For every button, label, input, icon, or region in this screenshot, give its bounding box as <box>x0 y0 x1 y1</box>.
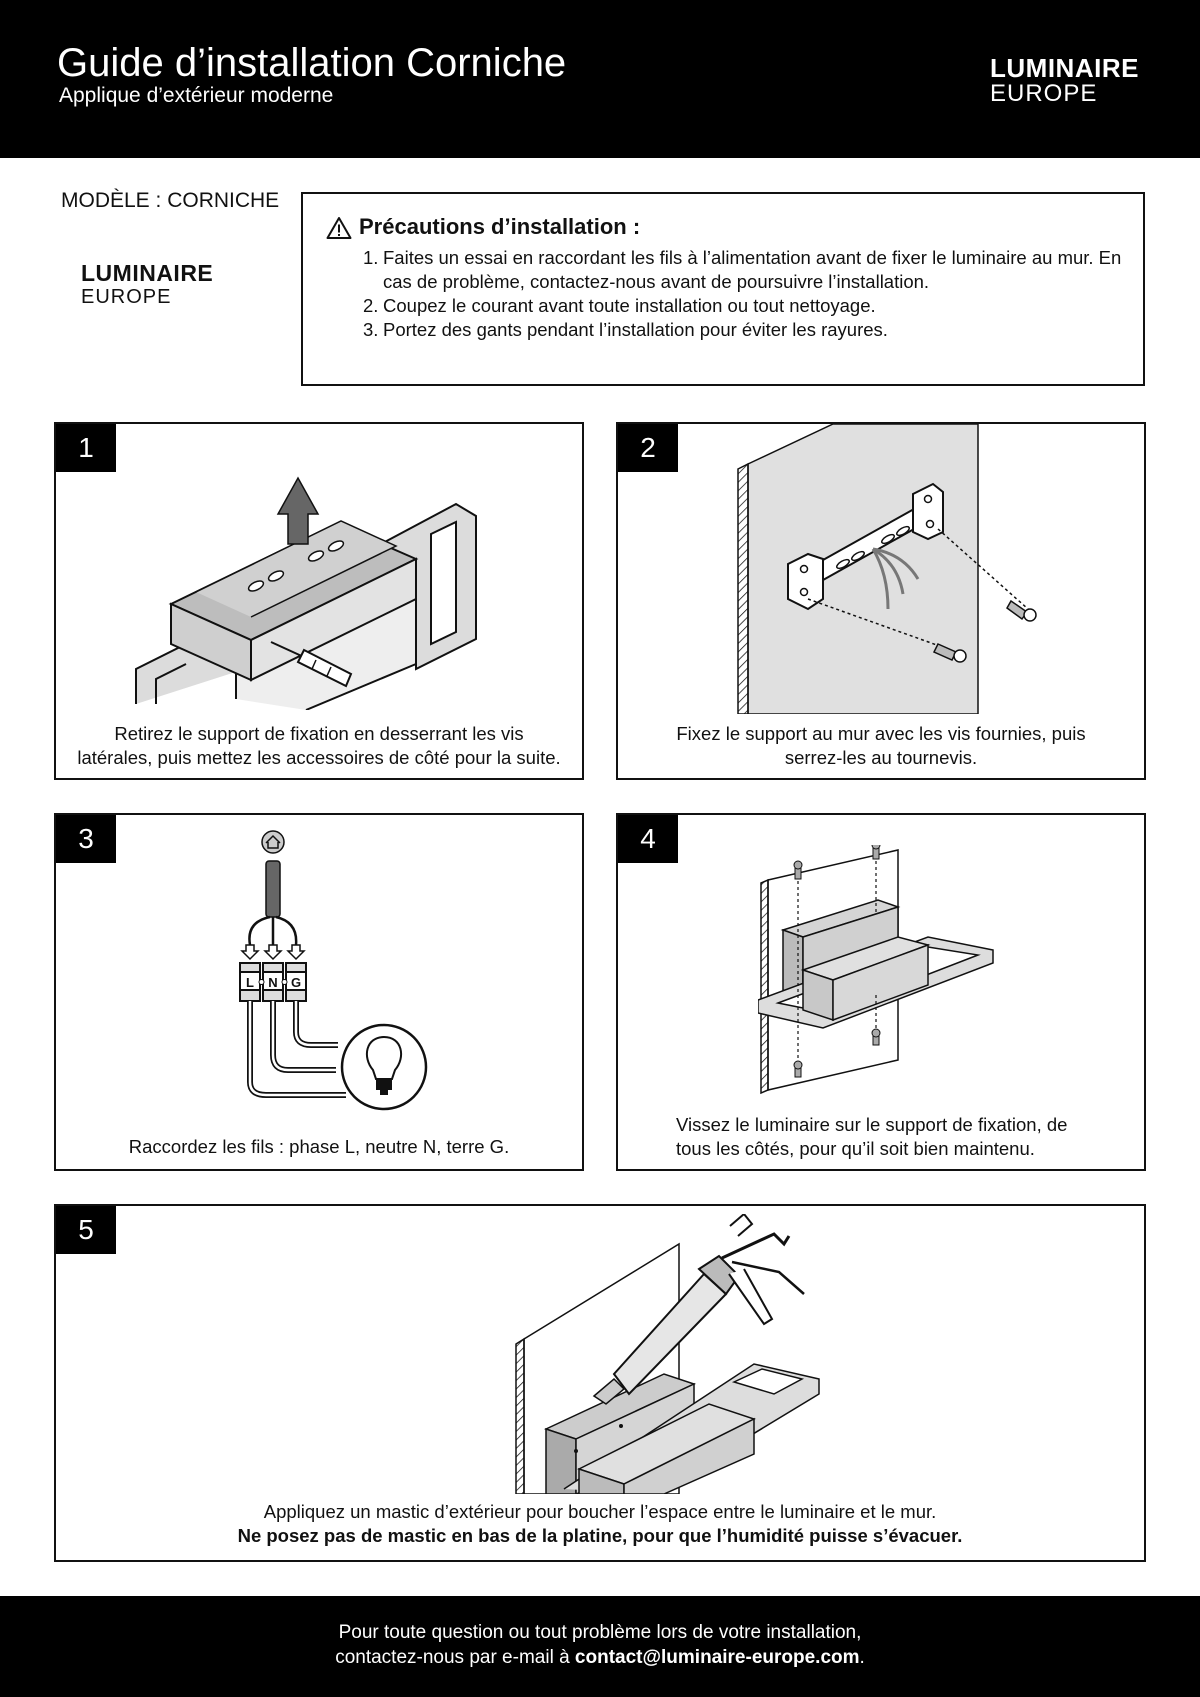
step-number: 4 <box>618 815 678 863</box>
step-number: 2 <box>618 424 678 472</box>
precaution-number: 1. <box>363 247 379 268</box>
precaution-text: Portez des gants pendant l’installation pour éviter les rayures. <box>383 319 888 340</box>
precaution-number: 3. <box>363 319 379 340</box>
precaution-text: Faites un essai en raccordant les fils à l’alimentation avant de fixer le luminaire au mur. En cas de problème, contactez-nous avant de poursuivre l’installation. <box>383 247 1122 292</box>
terminal-label: G <box>290 975 302 990</box>
precautions-box <box>301 192 1145 386</box>
step-2-panel <box>616 422 1146 780</box>
precaution-number: 2. <box>363 295 379 316</box>
page-footer <box>0 1596 1200 1697</box>
footer-text <box>0 1620 1200 1670</box>
step-4-illustration <box>758 845 1018 1105</box>
header-brand-logo <box>990 55 1139 106</box>
caption-line: Vissez le luminaire sur le support de fixation, de <box>676 1114 1068 1135</box>
page-subtitle: Applique d’extérieur moderne <box>59 84 334 107</box>
step-5-illustration <box>504 1214 824 1494</box>
brand-line1: LUMINAIRE <box>990 53 1139 83</box>
terminal-label: L <box>246 975 254 990</box>
model-label: MODÈLE : CORNICHE <box>61 189 280 212</box>
precautions-title: Précautions d’installation : <box>359 214 641 239</box>
step-number: 1 <box>56 424 116 472</box>
precaution-item <box>363 318 1123 342</box>
step-5-panel <box>54 1204 1146 1562</box>
step-caption <box>56 722 582 770</box>
caption-line: Appliquez un mastic d’extérieur pour boucher l’espace entre le luminaire et le mur. <box>263 1501 937 1522</box>
precaution-item <box>363 246 1123 294</box>
caption-warning: Ne posez pas de mastic en bas de la platine, pour que l’humidité puisse s’évacuer. <box>237 1525 963 1546</box>
caption-line: Raccordez les fils : phase L, neutre N, terre G. <box>128 1136 510 1157</box>
step-2-illustration <box>728 424 1038 714</box>
step-caption <box>676 1113 1136 1161</box>
side-brand-logo <box>81 262 213 307</box>
page-header <box>0 0 1200 158</box>
caption-line: tous les côtés, pour qu’il soit bien maintenu. <box>676 1138 1035 1159</box>
caption-line: latérales, puis mettez les accessoires de côté pour la suite. <box>77 747 561 768</box>
step-3-panel <box>54 813 584 1171</box>
step-caption <box>56 1500 1144 1548</box>
page-title: Guide d’installation Corniche <box>57 41 567 85</box>
footer-line <box>0 1645 1200 1670</box>
side-brand-line1: LUMINAIRE <box>81 260 214 286</box>
footer-line: Pour toute question ou tout problème lors de votre installation, <box>338 1622 862 1643</box>
contact-email-link[interactable]: contact@luminaire-europe.com <box>574 1647 860 1668</box>
step-caption <box>56 1135 582 1159</box>
precaution-item <box>363 294 1123 318</box>
precautions-list <box>363 246 1123 342</box>
side-brand-line2: EUROPE <box>81 286 172 308</box>
warning-icon <box>326 216 352 240</box>
step-3-wiring-diagram <box>226 827 476 1117</box>
caption-line: Fixez le support au mur avec les vis fournies, puis <box>676 723 1086 744</box>
terminal-label: N <box>268 975 278 990</box>
step-4-panel <box>616 813 1146 1171</box>
caption-line: Retirez le support de fixation en desserrant les vis <box>114 723 524 744</box>
caption-line: serrez-les au tournevis. <box>784 747 978 768</box>
step-1-illustration <box>126 464 506 710</box>
brand-line2: EUROPE <box>990 80 1098 107</box>
footer-contact-prefix: contactez-nous par e-mail à <box>335 1647 575 1668</box>
step-caption <box>618 722 1144 770</box>
precaution-text: Coupez le courant avant toute installation ou tout nettoyage. <box>383 295 876 316</box>
step-number: 5 <box>56 1206 116 1254</box>
step-1-panel <box>54 422 584 780</box>
step-number: 3 <box>56 815 116 863</box>
footer-suffix: . <box>859 1647 865 1668</box>
